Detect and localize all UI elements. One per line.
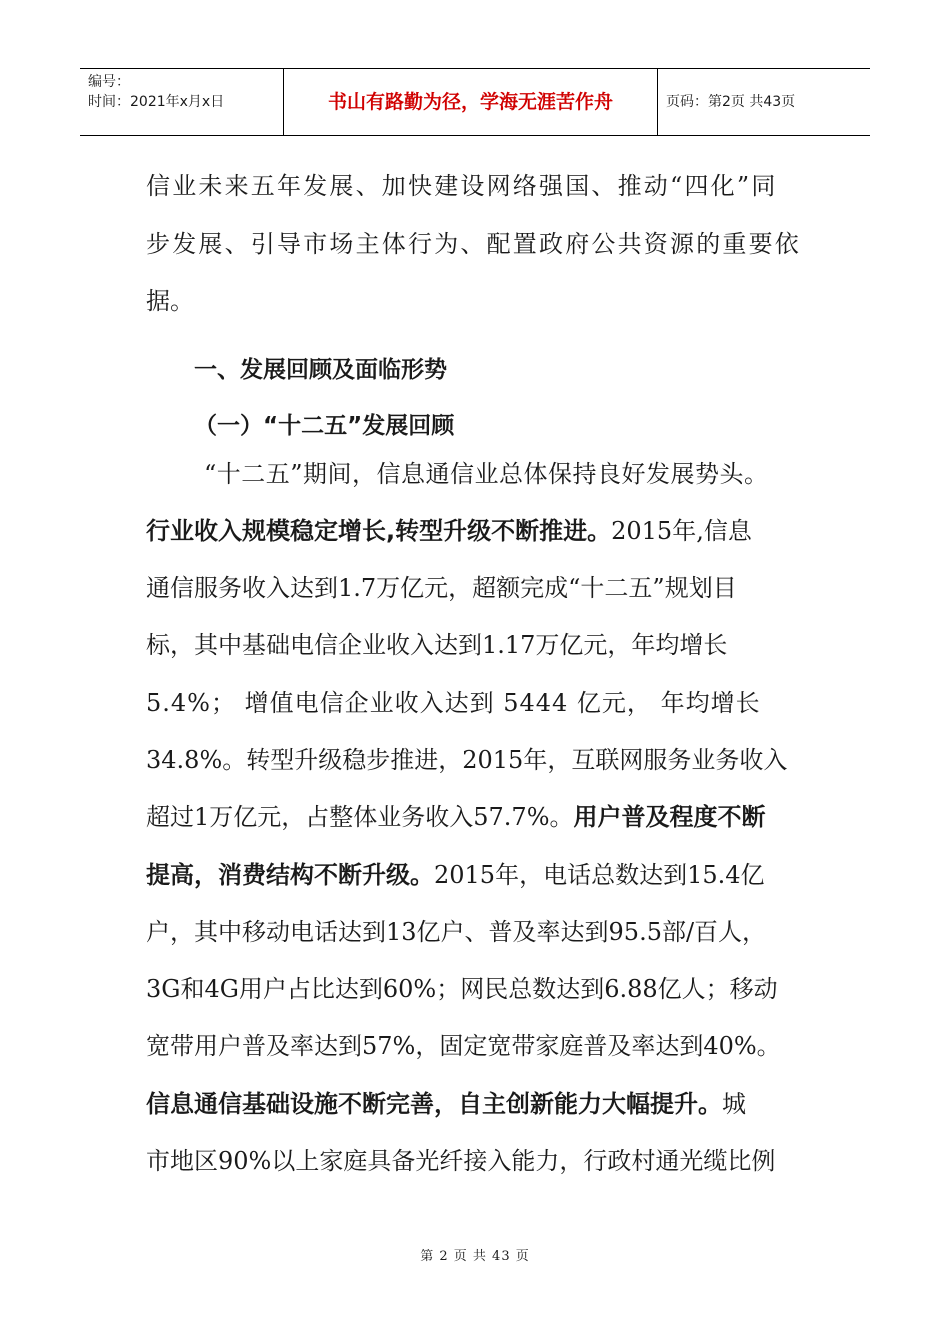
paragraph-text: 城 xyxy=(722,1090,746,1118)
emphasis-text: 行业收入规模稳定增长,转型升级不断推进。 xyxy=(146,517,612,545)
emphasis-text: 提高，消费结构不断升级。 xyxy=(146,861,434,889)
paragraph-line: 步发展、引导市场主体行为、配置政府公共资源的重要依 xyxy=(146,230,801,258)
page-header xyxy=(80,68,870,136)
emphasis-text: 用户普及程度不断 xyxy=(573,803,766,831)
document-date-label: 时间：2021年x月x日 xyxy=(88,94,225,110)
paragraph-line: “十二五”期间，信息通信业总体保持良好发展势头。 xyxy=(204,460,769,488)
paragraph-line xyxy=(146,511,826,551)
emphasis-text: 信息通信基础设施不断完善，自主创新能力大幅提升。 xyxy=(146,1090,722,1118)
paragraph-line: 宽带用户普及率达到57%，固定宽带家庭普及率达到40%。 xyxy=(146,1032,781,1060)
paragraph-text: 超过1万亿元，占整体业务收入57.7%。 xyxy=(146,803,574,831)
paragraph-line xyxy=(146,1084,826,1124)
paragraph-line: 通信服务收入达到1.7万亿元，超额完成“十二五”规划目 xyxy=(146,574,737,602)
page-footer: 第 2 页 共 43 页 xyxy=(420,1249,530,1264)
paragraph-text: 2015年,信息 xyxy=(611,517,752,545)
header-motto: 书山有路勤为径，学海无涯苦作舟 xyxy=(284,69,658,135)
header-meta xyxy=(80,69,284,135)
paragraph-line: 市地区90%以上家庭具备光纤接入能力，行政村通光缆比例 xyxy=(146,1147,776,1175)
paragraph-line: 据。 xyxy=(146,287,194,315)
paragraph-text: 2015年，电话总数达到15.4亿 xyxy=(434,861,765,889)
section-heading: 一、发展回顾及面临形势 xyxy=(194,357,447,383)
paragraph-line: 34.8%。转型升级稳步推进，2015年，互联网服务业务收入 xyxy=(146,746,788,774)
paragraph-line xyxy=(146,855,826,895)
paragraph-line xyxy=(146,797,826,837)
paragraph-line: 信业未来五年发展、加快建设网络强国、推动“四化”同 xyxy=(146,172,778,200)
header-page-number: 页码：第2页 共43页 xyxy=(666,94,796,110)
paragraph-line: 3G和4G用户占比达到60%；网民总数达到6.88亿人；移动 xyxy=(146,975,778,1003)
subsection-heading: （一）“十二五”发展回顾 xyxy=(194,413,455,439)
paragraph-line: 户，其中移动电话达到13亿户、普及率达到95.5部/百人， xyxy=(146,918,767,946)
paragraph-line: 5.4%； 增值电信企业收入达到 5444 亿元， 年均增长 xyxy=(146,689,761,717)
document-number-label: 编号： xyxy=(88,74,130,90)
paragraph-line: 标，其中基础电信企业收入达到1.17万亿元，年均增长 xyxy=(146,631,728,659)
